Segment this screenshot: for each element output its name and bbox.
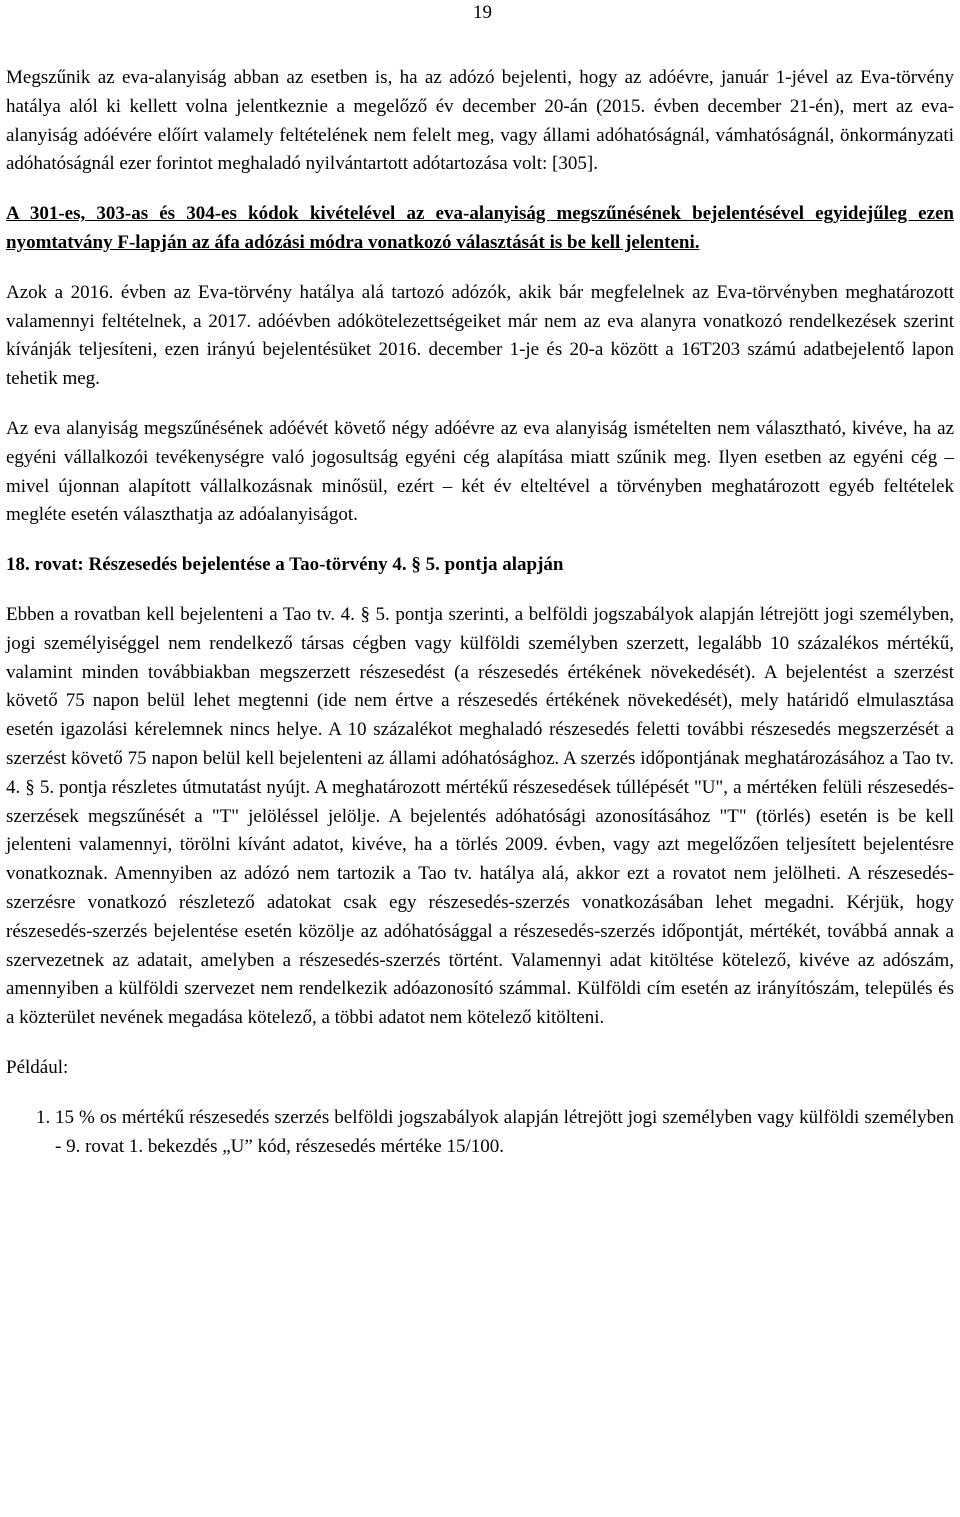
- document-body: [6, 64, 954, 1161]
- paragraph-four-year-restriction: Az eva alanyiság megszűnésének adóévét követő négy adóévre az eva alanyiság ismételten nem választható, kivéve, ha az egyéni vállalkozói tevékenységre való jogosultság egyéni cég alapítása miatt szűnik meg. Ilyen esetben az egyéni cég – mivel újonnan alapított vállalkozásnak minősül, ezért – két év elteltével a törvényben meghatározott egyéb feltételek megléte esetén választhatja az adóalanyiságot.: [6, 417, 954, 526]
- paragraph-2016-taxpayers: Azok a 2016. évben az Eva-törvény hatálya alá tartozó adózók, akik bár megfelelnek az Eva-törvényben meghatározott valamennyi feltételnek, a 2017. adóévben adókötelezettségeiket már nem az eva alanyra vonatkozó rendelkezések szerint kívánják teljesíteni, ezen irányú bejelentésüket 2016. december 1-je és 20-a között a 16T203 számú adatbejelentő lapon tehetik meg.: [6, 281, 954, 390]
- list-item-text: 15 % os mértékű részesedés szerzés belföldi jogszabályok alapján létrejött jogi személyben vagy külföldi személyben - 9. rovat 1. bekezdés „U” kód, részesedés mértéke 15/100.: [55, 1106, 954, 1157]
- list-item-number: 1.: [36, 1106, 51, 1128]
- list-item: [6, 1104, 954, 1162]
- paragraph-vat-notice: A 301-es, 303-as és 304-es kódok kivételével az eva-alanyiság megszűnésének bejelentésével egyidejűleg ezen nyomtatvány F-lapján az áfa adózási módra vonatkozó választását is be kell jelenteni.: [6, 203, 954, 253]
- page-number: 19: [473, 2, 492, 23]
- paragraph-example-label: Például:: [6, 1056, 69, 1078]
- paragraph-eva-termination: Megszűnik az eva-alanyiság abban az esetben is, ha az adózó bejelenti, hogy az adóévre, január 1-jével az Eva-törvény hatálya alól ki kellett volna jelentkeznie a megelőző év december 20-án (2015. évben december 21-én), mert az eva-alanyiság adóévére előírt valamely feltételének nem felelt meg, vagy állami adóhatóságnál, vámhatóságnál, önkormányzati adóhatóságnál ezer forintot meghaladó nyilvántartott adótartozása volt: [305].: [6, 67, 954, 175]
- example-list: [6, 1104, 954, 1162]
- section-heading: 18. rovat: Részesedés bejelentése a Tao-törvény 4. § 5. pontja alapján: [6, 554, 564, 576]
- paragraph-share-reporting: Ebben a rovatban kell bejelenteni a Tao tv. 4. § 5. pontja szerinti, a belföldi jogszabályok alapján létrejött jogi személyben, jogi személyiséggel nem rendelkező társas cégben vagy külföldi személyben szerzett, legalább 10 százalékos mértékű, valamint minden továbbiakban megszerzett részesedést (a részesedés értékének növekedését). A bejelentést a szerzést követő 75 napon belül lehet megtenni (ide nem értve a részesedés értékének növekedését), mely határidő elmulasztása esetén igazolási kérelemnek nincs helye. A 10 százalékot meghaladó részesedés feletti további részesedés megszerzését a szerzést követő 75 napon belül kell bejelenteni az állami adóhatósághoz. A szerzés időpontjának meghatározásához a Tao tv. 4. § 5. pontja részletes útmutatást nyújt. A meghatározott mértékű részesedések túllépését "U", a mértéken felüli részesedés-szerzések megszűnését a "T" jelöléssel jelölje. A bejelentés adóhatósági azonosításához "T" (törlés) esetén is be kell jelenteni valamennyi, törölni kívánt adatot, kivéve, ha a törlés 2009. évben, vagy azt megelőzően teljesített bejelentésre vonatkoznak. Amennyiben az adózó nem tartozik a Tao tv. hatálya alá, akkor ezt a rovatot nem jelölheti. A részesedés-szerzésre vonatkozó részletező adatokat csak egy részesedés-szerzés vonatkozásában lehet megadni. Kérjük, hogy részesedés-szerzés bejelentése esetén közölje az adóhatósággal a részesedés-szerzés időpontját, mértékét, továbbá annak a szervezetnek az adatait, amelyben a részesedés-szerzés történt. Valamennyi adat kitöltése kötelező, kivéve az adószám, amennyiben a külföldi szervezet nem rendelkezik adóazonosító számmal. Külföldi cím esetén az irányítószám, település és a közterület nevének megadása kötelező, a többi adatot nem kötelező kitölteni.: [6, 603, 954, 1029]
